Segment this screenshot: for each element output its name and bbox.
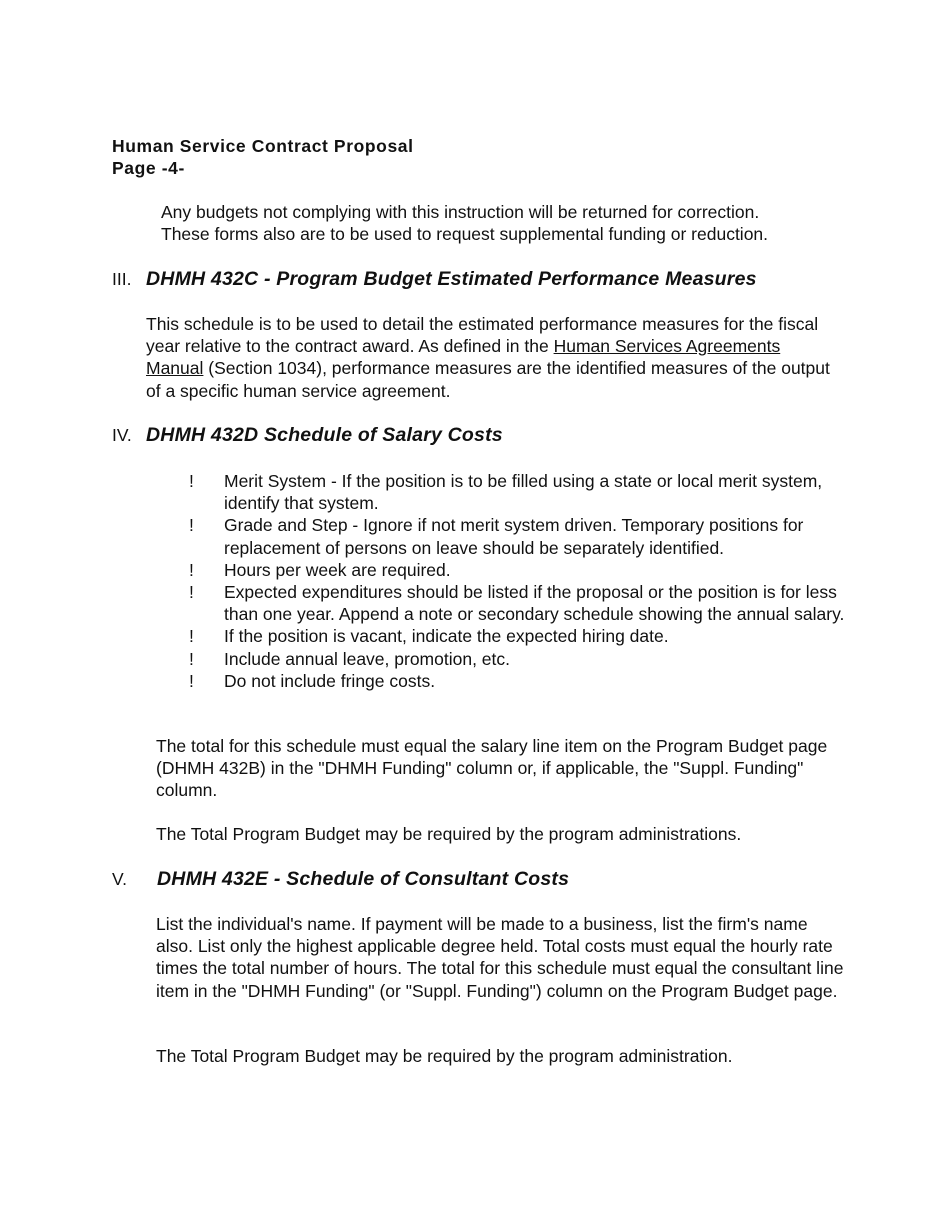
list-item xyxy=(186,625,866,647)
list-item xyxy=(186,514,866,558)
section-3-number: III. xyxy=(112,269,132,289)
list-item-text: Expected expenditures should be listed if the proposal or the position is for less than one year. Append a note or secondary schedule showing the annual salary. xyxy=(224,582,845,625)
list-item-text: If the position is vacant, indicate the expected hiring date. xyxy=(224,626,669,647)
list-item-text: Include annual leave, promotion, etc. xyxy=(224,648,511,669)
section-3-title: DHMH 432C - Program Budget Estimated Performance Measures xyxy=(146,268,757,290)
section-5-number: V. xyxy=(112,869,127,889)
bullet-marker: ! xyxy=(189,626,194,647)
agreements-manual-reference: Human Services Agreements Manual xyxy=(146,336,781,379)
bullet-marker: ! xyxy=(189,670,194,691)
section-5-budget-note xyxy=(156,1045,856,1067)
consultant-costs-instructions: List the individual's name. If payment will be made to a business, list the firm's name also. List only the highest applicable degree held. Total costs must equal the hourly rate times the total number of hours. The total for this schedule must equal the consultant line item in the "DHMH Funding" (or "Suppl. Funding") column on the Program Budget page. xyxy=(156,914,844,1001)
list-item xyxy=(186,470,866,514)
bullet-marker: ! xyxy=(189,515,194,536)
section-4-number: IV. xyxy=(112,425,132,445)
list-item xyxy=(186,670,866,692)
program-budget-note: The Total Program Budget may be required by the program administrations. xyxy=(156,824,742,844)
section-5-paragraph xyxy=(156,913,846,1002)
section-3-text-before: This schedule is to be used to detail the estimated performance measures for the fiscal year relative to the contract award. As defined in the xyxy=(146,314,819,357)
intro-paragraph xyxy=(161,201,861,245)
list-item-text: Do not include fringe costs. xyxy=(224,670,436,691)
bullet-marker: ! xyxy=(189,582,194,603)
salary-requirements-list xyxy=(186,470,866,692)
salary-total-note: The total for this schedule must equal the salary line item on the Program Budget page (DHMH 432B) in the "DHMH Funding" column or, if applicable, the "Suppl. Funding" column. xyxy=(156,736,828,801)
list-item-text: Merit System - If the position is to be filled using a state or local merit system, identify that system. xyxy=(224,471,823,514)
document-title: Human Service Contract Proposal xyxy=(112,136,414,156)
section-4-total-paragraph xyxy=(156,735,846,802)
list-item-text: Grade and Step - Ignore if not merit system driven. Temporary positions for replacement of persons on leave should be separately identified. xyxy=(224,515,804,558)
section-4-title: DHMH 432D Schedule of Salary Costs xyxy=(146,424,503,446)
section-5-heading xyxy=(112,867,569,891)
list-item xyxy=(186,581,866,625)
page-number: Page -4- xyxy=(112,158,185,178)
intro-line-2: These forms also are to be used to request supplemental funding or reduction. xyxy=(161,224,769,245)
section-3-paragraph xyxy=(146,313,838,402)
bullet-marker: ! xyxy=(189,648,194,669)
intro-line-1: Any budgets not complying with this instruction will be returned for correction. xyxy=(161,202,760,222)
section-3-text-after: (Section 1034), performance measures are the identified measures of the output of a specific human service agreement. xyxy=(146,358,830,401)
page-header xyxy=(112,135,414,179)
bullet-marker: ! xyxy=(189,471,194,491)
list-item-text: Hours per week are required. xyxy=(224,559,451,580)
section-4-budget-note xyxy=(156,823,856,845)
list-item xyxy=(186,559,866,581)
program-administration-note: The Total Program Budget may be required by the program administration. xyxy=(156,1046,733,1066)
list-item xyxy=(186,648,866,670)
section-4-heading xyxy=(112,423,503,447)
section-5-title: DHMH 432E - Schedule of Consultant Costs xyxy=(157,868,570,890)
section-3-heading xyxy=(112,267,757,291)
bullet-marker: ! xyxy=(189,559,194,580)
